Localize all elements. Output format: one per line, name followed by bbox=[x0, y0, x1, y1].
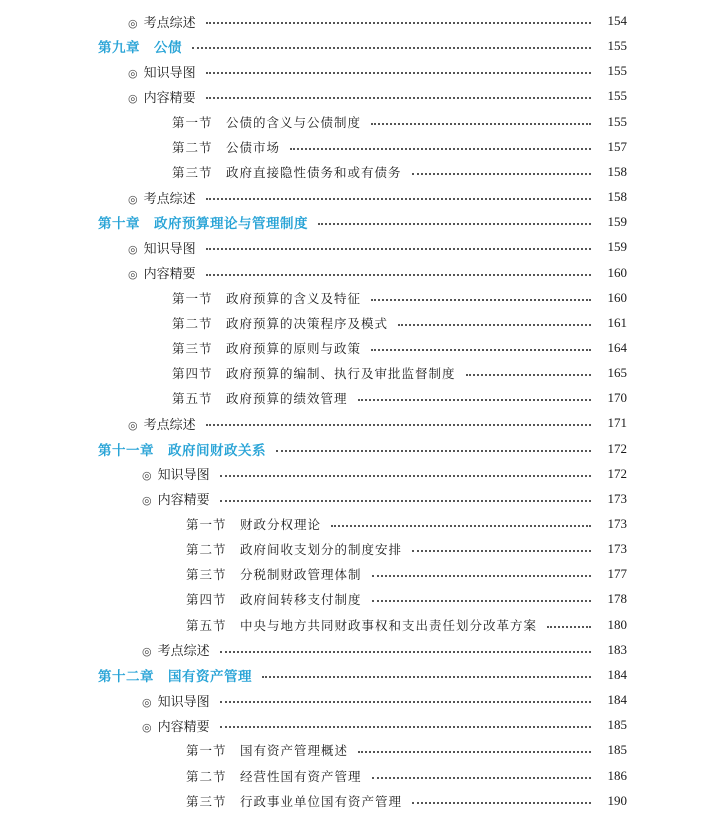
chapter-title: 第十二章 国有资产管理 bbox=[98, 668, 252, 685]
page-number: 161 bbox=[607, 314, 627, 330]
dot-leader bbox=[547, 626, 591, 628]
entry-title: 内容精要 bbox=[157, 493, 210, 509]
page-number: 160 bbox=[607, 289, 627, 305]
toc-section-entry bbox=[0, 111, 725, 133]
toc-section-entry bbox=[0, 387, 725, 409]
circle-bullet-icon: ◎ bbox=[128, 66, 138, 80]
toc-section-entry bbox=[0, 790, 725, 812]
section-number: 第二节 bbox=[186, 542, 227, 558]
page-number: 185 bbox=[607, 742, 627, 758]
dot-leader bbox=[262, 676, 591, 678]
page-number: 178 bbox=[607, 591, 627, 607]
entry-title: 政府预算的原则与政策 bbox=[226, 340, 362, 356]
chapter-title: 第十章 政府预算理论与管理制度 bbox=[98, 216, 308, 233]
toc-subheading-entry bbox=[0, 463, 725, 485]
page-number: 173 bbox=[607, 490, 627, 506]
toc-section-entry bbox=[0, 538, 725, 560]
entry-title: 政府间转移支付制度 bbox=[240, 592, 362, 608]
page-number: 186 bbox=[607, 767, 627, 783]
circle-bullet-icon: ◎ bbox=[128, 418, 138, 432]
section-number: 第三节 bbox=[186, 793, 227, 809]
section-number: 第二节 bbox=[186, 768, 227, 784]
page-number: 158 bbox=[607, 189, 627, 205]
page-number: 155 bbox=[607, 88, 627, 104]
dot-leader bbox=[466, 374, 591, 376]
dot-leader bbox=[371, 123, 591, 125]
dot-leader bbox=[371, 349, 591, 351]
section-number: 第五节 bbox=[172, 391, 213, 407]
page-number: 157 bbox=[607, 138, 627, 154]
dot-leader bbox=[358, 751, 591, 753]
entry-title: 公债的含义与公债制度 bbox=[226, 114, 362, 130]
dot-leader bbox=[206, 274, 591, 276]
entry-title: 考点综述 bbox=[143, 191, 196, 207]
dot-leader bbox=[318, 223, 591, 225]
dot-leader bbox=[371, 299, 591, 301]
toc-subheading-entry bbox=[0, 186, 725, 208]
page-number: 171 bbox=[607, 415, 627, 431]
toc-subheading-entry bbox=[0, 262, 725, 284]
page-number: 173 bbox=[607, 541, 627, 557]
section-number: 第五节 bbox=[186, 617, 227, 633]
dot-leader bbox=[412, 550, 591, 552]
dot-leader bbox=[220, 651, 591, 653]
page-number: 184 bbox=[607, 666, 627, 682]
page-number: 185 bbox=[607, 717, 627, 733]
toc-section-entry bbox=[0, 765, 725, 787]
circle-bullet-icon: ◎ bbox=[142, 645, 152, 659]
circle-bullet-icon: ◎ bbox=[142, 720, 152, 734]
page-number: 155 bbox=[607, 38, 627, 54]
section-number: 第四节 bbox=[186, 592, 227, 608]
dot-leader bbox=[220, 475, 591, 477]
entry-title: 内容精要 bbox=[143, 90, 196, 106]
page-number: 172 bbox=[607, 440, 627, 456]
entry-title: 政府预算的绩效管理 bbox=[226, 391, 348, 407]
entry-title: 国有资产管理概述 bbox=[240, 743, 349, 759]
toc-section-entry bbox=[0, 161, 725, 183]
page-number: 173 bbox=[607, 516, 627, 531]
toc-subheading-entry bbox=[0, 412, 725, 434]
toc-chapter-entry bbox=[0, 438, 725, 460]
section-number: 第四节 bbox=[172, 366, 213, 382]
section-number: 第三节 bbox=[172, 164, 213, 180]
page-number: 180 bbox=[607, 616, 627, 632]
page-number: 170 bbox=[607, 390, 627, 406]
toc-section-entry bbox=[0, 563, 725, 585]
dot-leader bbox=[276, 450, 591, 452]
page-number: 155 bbox=[607, 113, 627, 129]
dot-leader bbox=[412, 173, 591, 175]
toc-chapter-entry bbox=[0, 211, 725, 233]
page-number: 172 bbox=[607, 465, 627, 481]
dot-leader bbox=[412, 802, 591, 804]
dot-leader bbox=[206, 72, 591, 74]
page-number: 159 bbox=[607, 214, 627, 230]
circle-bullet-icon: ◎ bbox=[142, 469, 152, 483]
entry-title: 财政分权理论 bbox=[240, 517, 322, 532]
dot-leader bbox=[206, 424, 591, 426]
circle-bullet-icon: ◎ bbox=[142, 494, 152, 508]
chapter-title: 第十一章 政府间财政关系 bbox=[98, 442, 266, 459]
dot-leader bbox=[372, 777, 591, 779]
section-number: 第一节 bbox=[186, 517, 227, 532]
entry-title: 知识导图 bbox=[143, 241, 196, 257]
page-number: 160 bbox=[607, 264, 627, 280]
circle-bullet-icon: ◎ bbox=[128, 192, 138, 206]
page-number: 154 bbox=[607, 13, 627, 28]
page-number: 155 bbox=[607, 63, 627, 79]
entry-title: 知识导图 bbox=[157, 468, 210, 484]
toc-chapter-entry bbox=[0, 35, 725, 57]
toc-section-entry bbox=[0, 337, 725, 359]
toc-subheading-entry bbox=[0, 85, 725, 107]
toc-section-entry bbox=[0, 362, 725, 384]
entry-title: 政府预算的决策程序及模式 bbox=[226, 315, 389, 331]
page-number: 159 bbox=[607, 239, 627, 255]
toc-section-entry bbox=[0, 513, 725, 535]
toc-chapter-entry bbox=[0, 664, 725, 686]
page-number: 165 bbox=[607, 365, 627, 381]
page-number: 158 bbox=[607, 163, 627, 179]
entry-title: 政府预算的编制、执行及审批监督制度 bbox=[226, 366, 456, 382]
toc-section-entry bbox=[0, 312, 725, 334]
dot-leader bbox=[206, 22, 591, 24]
dot-leader bbox=[220, 726, 591, 728]
entry-title: 经营性国有资产管理 bbox=[240, 768, 362, 784]
circle-bullet-icon: ◎ bbox=[128, 268, 138, 281]
toc-section-entry bbox=[0, 136, 725, 158]
toc-subheading-entry bbox=[0, 488, 725, 510]
section-number: 第二节 bbox=[172, 139, 213, 155]
entry-title: 内容精要 bbox=[157, 719, 210, 735]
toc-subheading-entry bbox=[0, 689, 725, 711]
chapter-title: 第九章 公债 bbox=[98, 40, 182, 57]
toc-subheading-entry bbox=[0, 60, 725, 82]
entry-title: 政府直接隐性债务和或有债务 bbox=[226, 164, 402, 180]
section-number: 第三节 bbox=[172, 340, 213, 356]
entry-title: 中央与地方共同财政事权和支出责任划分改革方案 bbox=[240, 617, 538, 633]
entry-title: 内容精要 bbox=[143, 267, 196, 282]
entry-title: 知识导图 bbox=[143, 65, 196, 81]
dot-leader bbox=[290, 148, 591, 150]
dot-leader bbox=[220, 500, 591, 502]
entry-title: 分税制财政管理体制 bbox=[240, 567, 362, 583]
section-number: 第三节 bbox=[186, 567, 227, 583]
toc-section-entry bbox=[0, 588, 725, 610]
entry-title: 考点综述 bbox=[157, 644, 210, 660]
entry-title: 行政事业单位国有资产管理 bbox=[240, 793, 403, 809]
toc-subheading-entry bbox=[0, 714, 725, 736]
entry-title: 知识导图 bbox=[157, 694, 210, 710]
section-number: 第二节 bbox=[172, 315, 213, 331]
dot-leader bbox=[206, 198, 591, 200]
dot-leader bbox=[372, 600, 591, 602]
toc-section-entry bbox=[0, 614, 725, 636]
dot-leader bbox=[206, 248, 591, 250]
entry-title: 考点综述 bbox=[143, 15, 196, 31]
dot-leader bbox=[358, 399, 591, 401]
dot-leader bbox=[206, 97, 591, 99]
toc-section-entry bbox=[0, 287, 725, 309]
toc-subheading-entry bbox=[0, 236, 725, 258]
toc-subheading-entry bbox=[0, 639, 725, 661]
dot-leader bbox=[372, 575, 591, 577]
page-number: 177 bbox=[607, 566, 627, 582]
dot-leader bbox=[192, 47, 591, 49]
circle-bullet-icon: ◎ bbox=[142, 695, 152, 709]
dot-leader bbox=[331, 525, 591, 527]
page-number: 184 bbox=[607, 692, 627, 708]
entry-title: 考点综述 bbox=[143, 417, 196, 433]
page-number: 190 bbox=[607, 792, 627, 808]
dot-leader bbox=[220, 701, 591, 703]
section-number: 第一节 bbox=[172, 114, 213, 130]
circle-bullet-icon: ◎ bbox=[128, 91, 138, 105]
toc-subheading-entry bbox=[0, 10, 725, 32]
section-number: 第一节 bbox=[186, 743, 227, 759]
entry-title: 政府间收支划分的制度安排 bbox=[240, 542, 403, 558]
page-number: 183 bbox=[607, 641, 627, 657]
dot-leader bbox=[398, 324, 591, 326]
entry-title: 政府预算的含义及特征 bbox=[226, 290, 362, 306]
circle-bullet-icon: ◎ bbox=[128, 242, 138, 256]
entry-title: 公债市场 bbox=[226, 139, 281, 155]
page-number: 164 bbox=[607, 339, 627, 355]
section-number: 第一节 bbox=[172, 290, 213, 306]
circle-bullet-icon: ◎ bbox=[128, 16, 138, 30]
toc-section-entry bbox=[0, 739, 725, 761]
